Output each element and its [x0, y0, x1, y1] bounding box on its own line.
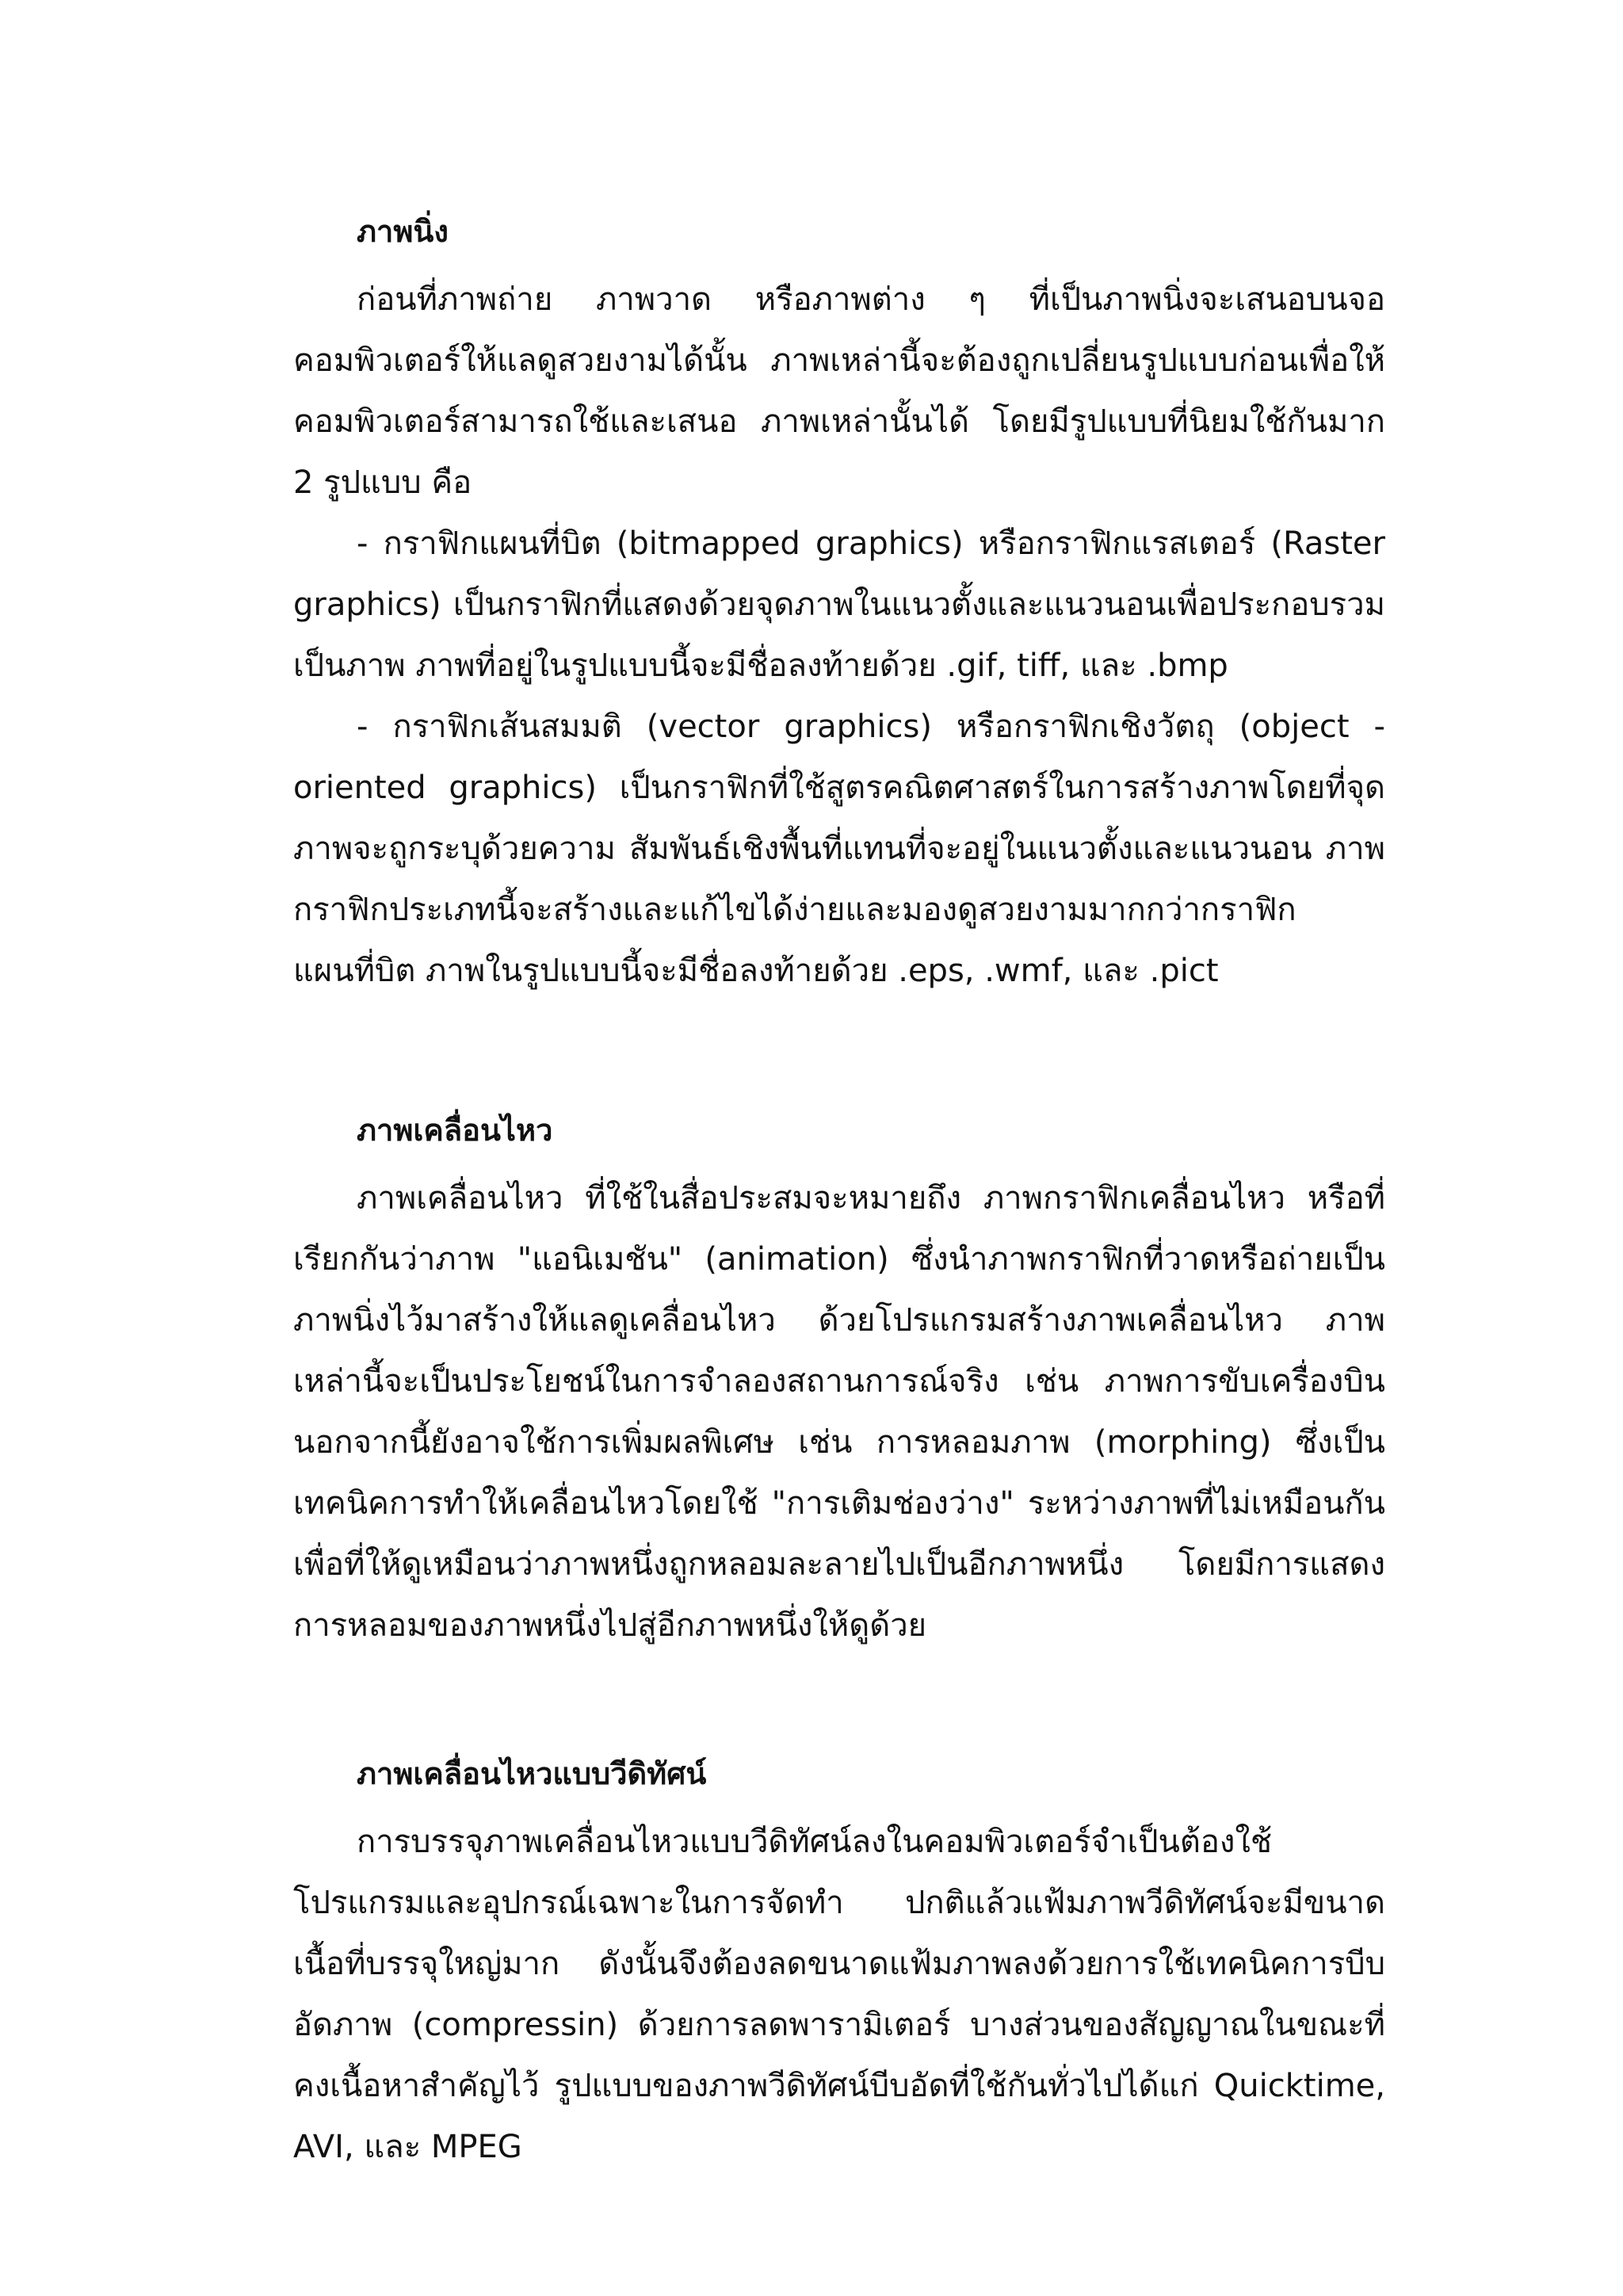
paragraph-bullet: - กราฟิกแผนที่บิต (bitmapped graphics) หรือกราฟิกแรสเตอร์ (Raster graphics) เป็นกราฟิกที่แสดงด้วยจุดภาพในแนวตั้งและแนวนอนเพื่อประกอบรวมเป็นภาพ ภาพที่อยู่ในรูปแบบนี้จะมีชื่อลงท้ายด้วย .gif, tiff, และ .bmp	[293, 525, 1385, 684]
paragraph: ภาพเคลื่อนไหว ที่ใช้ในสื่อประสมจะหมายถึง ภาพกราฟิกเคลื่อนไหว หรือที่เรียกกันว่าภาพ "แอนิเมชัน" (animation) ซึ่งนำภาพกราฟิกที่วาดหรือถ่ายเป็นภาพนิ่งไว้มาสร้างให้แลดูเคลื่อนไหว ด้วยโปรแกรมสร้างภาพเคลื่อนไหว ภาพเหล่านี้จะเป็นประโยชน์ในการจำลองสถานการณ์จริง เช่น ภาพการขับเครื่องบิน นอกจากนี้ยังอาจใช้การเพิ่มผลพิเศษ เช่น การหลอมภาพ (morphing) ซึ่งเป็นเทคนิคการทำให้เคลื่อนไหวโดยใช้ "การเติมช่องว่าง" ระหว่างภาพที่ไม่เหมือนกัน เพื่อที่ให้ดูเหมือนว่าภาพหนึ่งถูกหลอมละลายไปเป็นอีกภาพหนึ่ง โดยมีการแสดงการหลอมของภาพหนึ่งไปสู่อีกภาพหนึ่งให้ดูด้วย	[293, 1180, 1385, 1644]
document-body	[293, 208, 1385, 2271]
section-animation	[293, 1106, 1385, 1656]
section-video	[293, 1750, 1385, 2178]
section-heading: ภาพเคลื่อนไหว	[357, 1113, 553, 1148]
paragraph: ก่อนที่ภาพถ่าย ภาพวาด หรือภาพต่าง ๆ ที่เป็นภาพนิ่งจะเสนอบนจอคอมพิวเตอร์ให้แลดูสวยงามได้นั้น ภาพเหล่านี้จะต้องถูกเปลี่ยนรูปแบบก่อนเพื่อให้คอมพิวเตอร์สามารถใช้และเสนอ ภาพเหล่านั้นได้ โดยมีรูปแบบที่นิยมใช้กันมาก 2 รูปแบบ คือ	[293, 281, 1385, 501]
paragraph-bullet: - กราฟิกเส้นสมมติ (vector graphics) หรือกราฟิกเชิงวัตถุ (object - oriented graphics) เป็นกราฟิกที่ใช้สูตรคณิตศาสตร์ในการสร้างภาพโดยที่จุดภาพจะถูกระบุด้วยความ สัมพันธ์เชิงพื้นที่แทนที่จะอยู่ในแนวตั้งและแนวนอน ภาพกราฟิกประเภทนี้จะสร้างและแก้ไขได้ง่ายและมองดูสวยงามมากกว่ากราฟิก แผนที่บิต ภาพในรูปแบบนี้จะมีชื่อลงท้ายด้วย .eps, .wmf, และ .pict	[293, 709, 1385, 989]
paragraph: การบรรจุภาพเคลื่อนไหวแบบวีดิทัศน์ลงในคอมพิวเตอร์จำเป็นต้องใช้ โปรแกรมและอุปกรณ์เฉพาะในการจัดทำ ปกติแล้วแฟ้มภาพวีดิทัศน์จะมีขนาดเนื้อที่บรรจุใหญ่มาก ดังนั้นจึงต้องลดขนาดแฟ้มภาพลงด้วยการใช้เทคนิคการบีบอัดภาพ (compressin) ด้วยการลดพารามิเตอร์ บางส่วนของสัญญาณในขณะที่คงเนื้อหาสำคัญไว้ รูปแบบของภาพวีดิทัศน์บีบอัดที่ใช้กันทั่วไปได้แก่ Quicktime, AVI, และ MPEG	[293, 1824, 1385, 2165]
section-heading: ภาพนิ่ง	[357, 214, 449, 249]
section-still-images	[293, 208, 1385, 1002]
section-heading: ภาพเคลื่อนไหวแบบวีดิทัศน์	[357, 1756, 707, 1791]
